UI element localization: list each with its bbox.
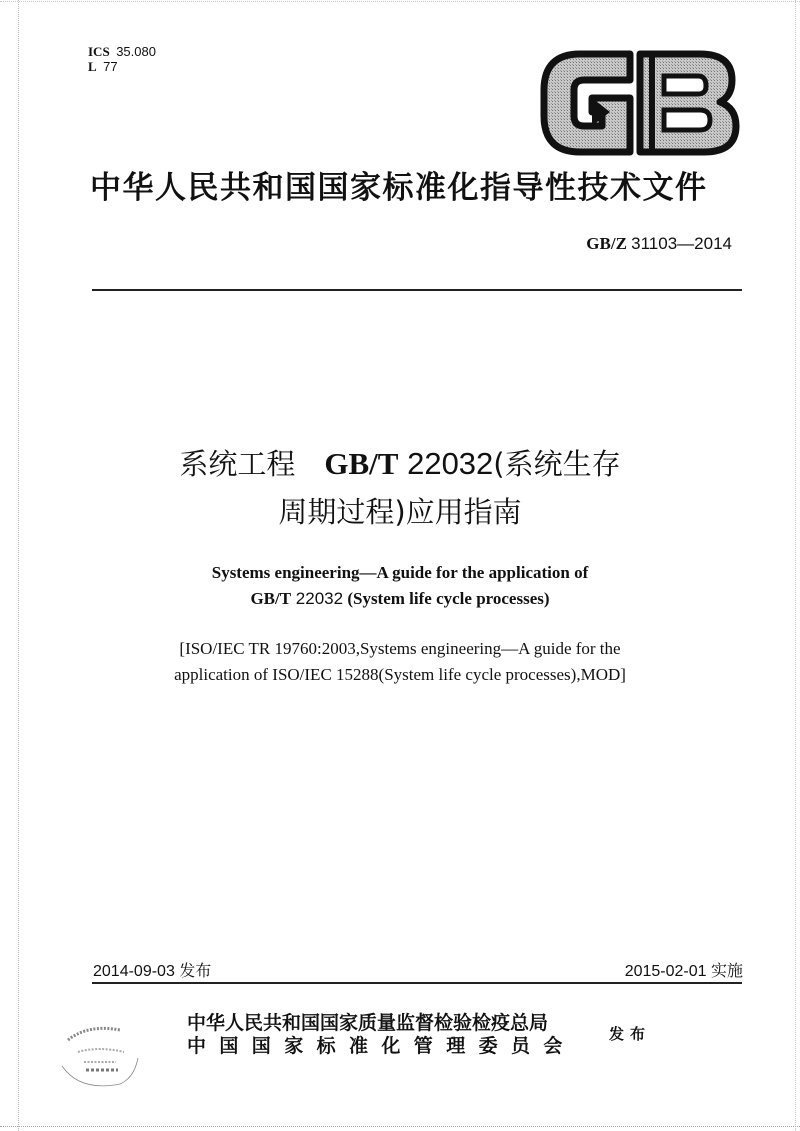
effective-date-value: 2015-02-01 (624, 963, 707, 980)
gb-logo-icon (540, 50, 740, 156)
ics-value: 35.080 (116, 44, 156, 59)
chinese-title-number: 22032 (398, 446, 494, 481)
chinese-title-suffix: (系统生存 (493, 447, 621, 481)
ccs-label: L (88, 59, 97, 74)
iso-reference-line-1: [ISO/IEC TR 19760:2003,Systems engineering—A guide for the (179, 639, 621, 658)
english-title-suffix: (System life cycle processes) (343, 589, 550, 608)
document-type-heading: 中华人民共和国国家标准化指导性技术文件 (90, 170, 708, 206)
header-divider (92, 289, 742, 291)
ccs-value: 77 (103, 59, 118, 74)
scan-edge-top (0, 1, 800, 3)
dates-row (93, 958, 743, 982)
issue-date-value: 2014-09-03 (93, 963, 175, 980)
chinese-title-prefix: 系统工程 (179, 447, 325, 481)
chinese-title-code: GB/T (324, 446, 399, 481)
issuing-authorities (187, 1012, 576, 1058)
issue-date-label: 发布 (174, 963, 212, 980)
issuer-sac: 中国国家标准化管理委员会 (187, 1035, 576, 1057)
scan-edge-bottom (0, 1126, 800, 1128)
issue-date (93, 958, 211, 981)
circular-stamp-icon (58, 1022, 142, 1090)
standard-prefix: GB/Z (586, 234, 627, 253)
english-title-line-1: Systems engineering—A guide for the application of (211, 563, 589, 582)
issuer-aqsiq: 中华人民共和国国家质量监督检验检疫总局 (187, 1012, 549, 1034)
standard-number-value: 31103—2014 (631, 234, 732, 253)
ccs-code (88, 59, 156, 74)
publish-label: 发布 (609, 1025, 652, 1043)
english-title-line-2 (0, 586, 800, 612)
chinese-title-line-1 (0, 440, 800, 488)
ics-code (88, 44, 156, 59)
classification-codes (88, 44, 156, 74)
english-title-code: GB/T (250, 589, 292, 608)
iso-reference-line-2: application of ISO/IEC 15288(System life cycle processes),MOD] (174, 665, 626, 684)
footer-divider (92, 982, 742, 984)
standard-number (586, 234, 732, 254)
effective-date-label: 实施 (706, 963, 743, 980)
effective-date (625, 958, 743, 981)
ics-label: ICS (88, 44, 110, 59)
english-title-number: 22032 (291, 589, 344, 608)
chinese-title-line-2: 周期过程)应用指南 (278, 495, 522, 529)
